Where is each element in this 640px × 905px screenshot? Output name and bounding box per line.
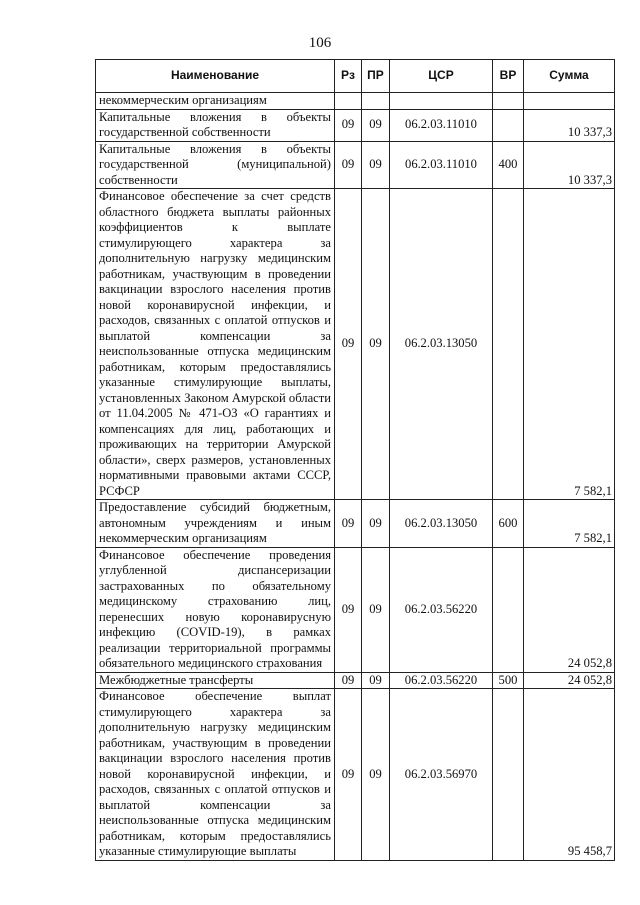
- row-pr: 09: [362, 109, 390, 141]
- row-rz: 09: [335, 689, 362, 861]
- row-pr: 09: [362, 672, 390, 689]
- row-vr: [493, 689, 524, 861]
- row-csr: 06.2.03.56220: [390, 672, 493, 689]
- row-csr: 06.2.03.13050: [390, 189, 493, 500]
- table-row: [96, 93, 615, 110]
- row-vr: [493, 109, 524, 141]
- row-csr: 06.2.03.11010: [390, 141, 493, 189]
- table-header-row: [96, 60, 615, 93]
- row-sum: 10 337,3: [524, 141, 615, 189]
- table-row: [96, 109, 615, 141]
- row-name: Финансовое обеспечение за счет средств областного бюджета выплаты районных коэффициентов к выплате стимулирующего характера за дополнительную нагрузку медицинским работникам, участвующим в проведении вакцинации взрослого населения против новой коронавирусной инфекции, и расходов, связанных с оплатой отпусков и выплатой компенсации за неиспользованные отпуска медицинским работникам, которым предоставлялись указанные стимулирующие выплаты, установленных Законом Амурской области от 11.04.2005 № 471-ОЗ «О гарантиях и компенсациях для лиц, работающих и проживающих на территории Амурской области», сверх размеров, установленных нормативными правовыми актами СССР, РСФСР: [96, 189, 335, 500]
- row-csr: 06.2.03.56970: [390, 689, 493, 861]
- header-vr: ВР: [493, 60, 524, 93]
- budget-table: [95, 59, 615, 861]
- row-name: некоммерческим организациям: [96, 93, 335, 110]
- header-pr: ПР: [362, 60, 390, 93]
- row-name: Капитальные вложения в объекты государственной собственности: [96, 109, 335, 141]
- row-pr: 09: [362, 689, 390, 861]
- row-rz: 09: [335, 141, 362, 189]
- table-row: [96, 547, 615, 672]
- row-pr: 09: [362, 189, 390, 500]
- row-name: Финансовое обеспечение проведения углубленной диспансеризации застрахованных по обязательному медицинскому страхованию лиц, перенесших новую коронавирусную инфекцию (COVID-19), в рамках реализации территориальной программы обязательного медицинского страхования: [96, 547, 335, 672]
- row-vr: 400: [493, 141, 524, 189]
- row-rz: 09: [335, 547, 362, 672]
- row-pr: 09: [362, 500, 390, 548]
- row-vr: [493, 547, 524, 672]
- row-rz: 09: [335, 672, 362, 689]
- table-row: [96, 141, 615, 189]
- row-rz: [335, 93, 362, 110]
- row-csr: 06.2.03.56220: [390, 547, 493, 672]
- row-name: Предоставление субсидий бюджетным, автономным учреждениям и иным некоммерческим организациям: [96, 500, 335, 548]
- row-name: Капитальные вложения в объекты государственной (муниципальной) собственности: [96, 141, 335, 189]
- header-name: Наименование: [96, 60, 335, 93]
- header-rz: Рз: [335, 60, 362, 93]
- row-pr: [362, 93, 390, 110]
- row-sum: 10 337,3: [524, 109, 615, 141]
- row-rz: 09: [335, 189, 362, 500]
- page-number: 106: [308, 35, 332, 51]
- row-csr: [390, 93, 493, 110]
- table-row: [96, 689, 615, 861]
- table-row: [96, 672, 615, 689]
- header-sum: Сумма: [524, 60, 615, 93]
- row-vr: [493, 189, 524, 500]
- row-vr: [493, 93, 524, 110]
- row-csr: 06.2.03.13050: [390, 500, 493, 548]
- row-sum: 7 582,1: [524, 500, 615, 548]
- row-sum: 7 582,1: [524, 189, 615, 500]
- row-sum: 95 458,7: [524, 689, 615, 861]
- row-sum: [524, 93, 615, 110]
- row-pr: 09: [362, 547, 390, 672]
- row-name: Межбюджетные трансферты: [96, 672, 335, 689]
- row-vr: 600: [493, 500, 524, 548]
- row-csr: 06.2.03.11010: [390, 109, 493, 141]
- row-pr: 09: [362, 141, 390, 189]
- row-name: Финансовое обеспечение выплат стимулирующего характера за дополнительную нагрузку медицинским работникам, участвующим в проведении вакцинации взрослого населения против новой коронавирусной инфекции, и расходов, связанных с оплатой отпусков и выплатой компенсации за неиспользованные отпуска медицинским работникам, которым предоставлялись указанные стимулирующие выплаты: [96, 689, 335, 861]
- header-csr: ЦСР: [390, 60, 493, 93]
- row-rz: 09: [335, 500, 362, 548]
- row-sum: 24 052,8: [524, 672, 615, 689]
- row-rz: 09: [335, 109, 362, 141]
- row-vr: 500: [493, 672, 524, 689]
- row-sum: 24 052,8: [524, 547, 615, 672]
- table-row: [96, 500, 615, 548]
- table-row: [96, 189, 615, 500]
